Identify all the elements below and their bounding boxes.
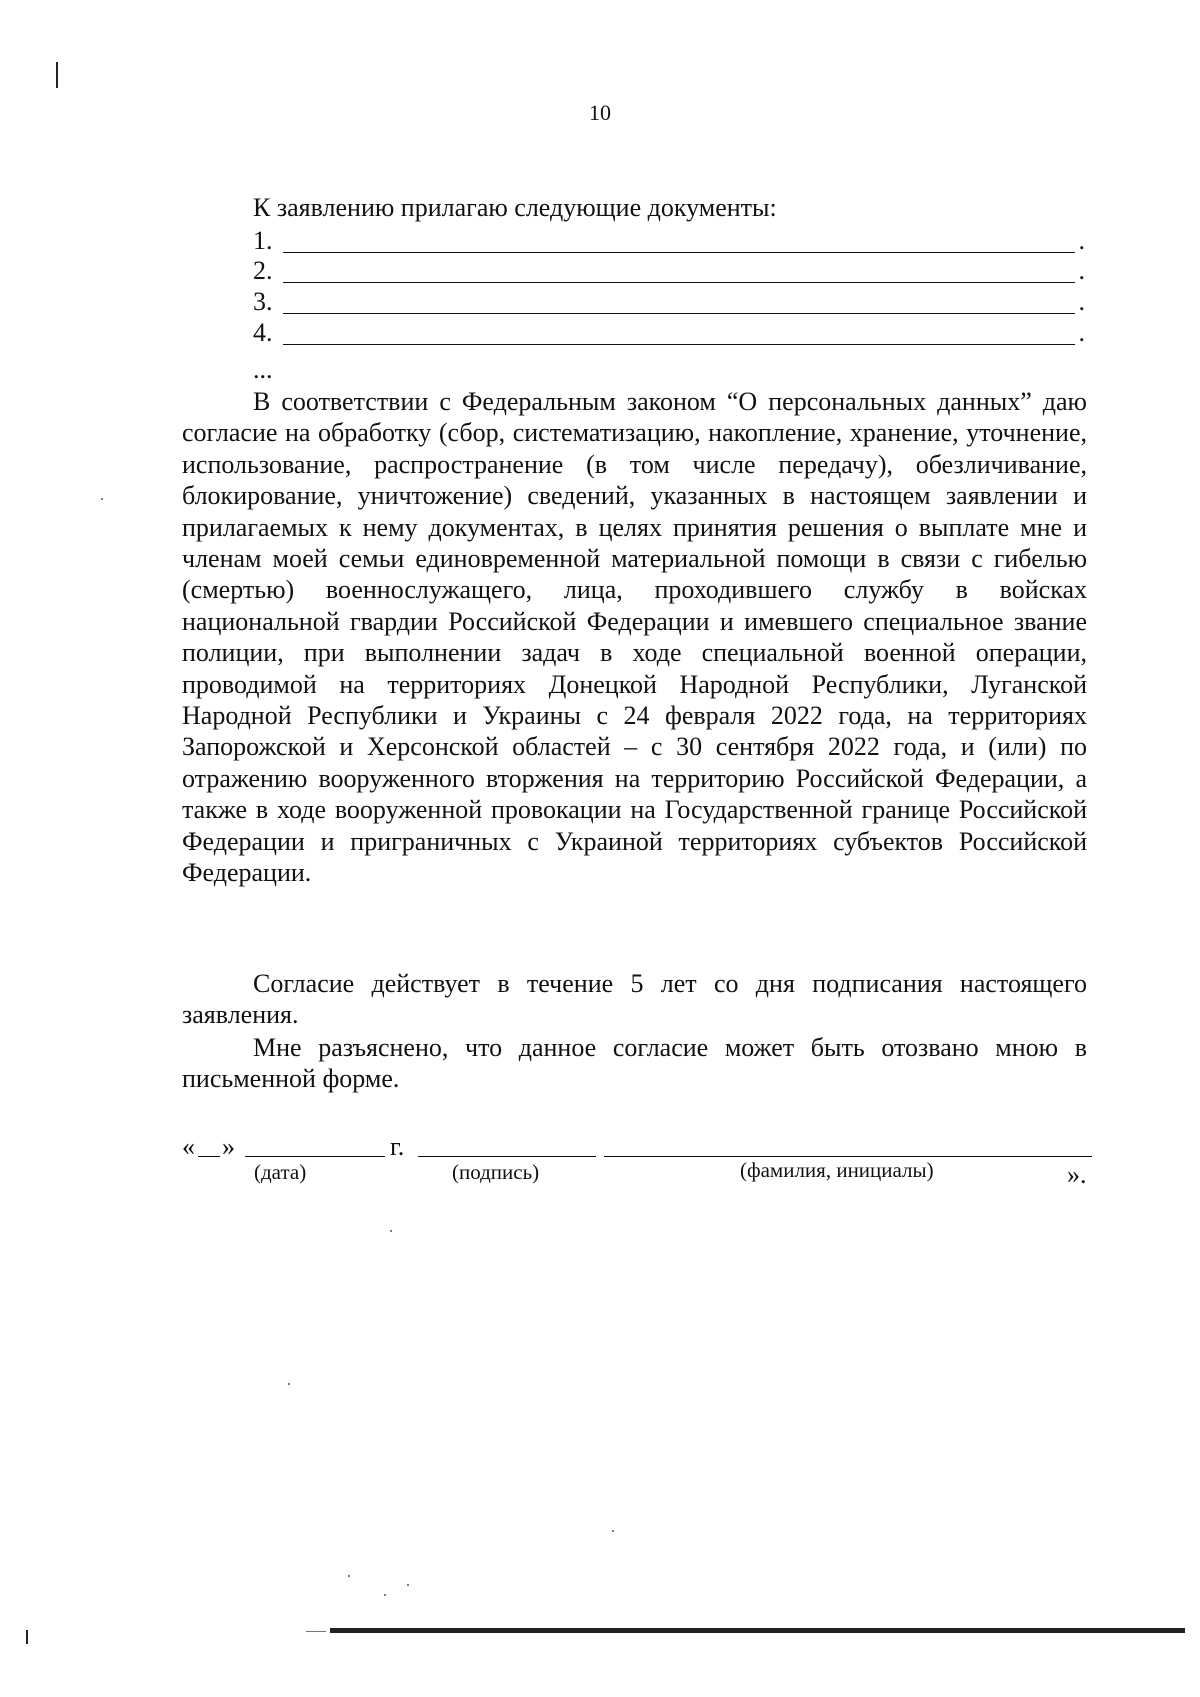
attachment-line-2 [253,256,1085,290]
attachment-blank [283,282,1075,283]
attachment-blank [283,313,1075,314]
attachment-line-4 [253,318,1085,352]
name-caption: (фамилия, инициалы) [740,1158,934,1182]
scan-edge-mark-top [56,62,58,88]
attachment-number: 3. [253,287,273,316]
date-caption: (дата) [254,1160,307,1184]
speck [407,1584,409,1586]
speck [288,1383,290,1385]
signature-caption: (подпись) [452,1160,540,1184]
month-blank [245,1156,385,1157]
attachments-intro: К заявлению прилагаю следующие документы: [253,193,777,222]
consent-revocation: Мне разъяснено, что данное согласие может быть отозвано мною в письменной форме. [182,1033,1087,1094]
attachment-blank [283,252,1075,253]
end-mark: ». [1067,1160,1087,1189]
consent-paragraph: В соответствии с Федеральным законом “О персональных данных” даю согласие на обработку (сбор, систематизацию, накопление, хранение, уточнение, использование, распространение (в том числе передачу), обезличивание, блокирование, уничтожение) сведений, указанных в настоящем заявлении и прилагаемых к нему документах, в целях принятия решения о выплате мне и членам моей семьи единовременной материальной помощи в связи с гибелью (смертью) военнослужащего, лица, проходившего службу в войсках национальной гвардии Российской Федерации и имевшего специальное звание полиции, при выполнении задач в ходе специальной военной операции, проводимой на территориях Донецкой Народной Республики, Луганской Народной Республики и Украины с 24 февраля 2022 года, на территориях Запорожской и Херсонской областей – с 30 сентября 2022 года, и (или) по отражению вооруженного вторжения на территорию Российской Федерации, а также в ходе вооруженной провокации на Государственной границе Российской Федерации и приграничных с Украиной территориях субъектов Российской Федерации. [182,387,1087,888]
page-number: 10 [589,100,611,125]
speck [390,1230,392,1232]
attachment-number: 1. [253,226,273,255]
attachments-ellipsis: ... [253,355,273,384]
attachment-line-1 [253,226,1085,260]
attachment-end-dot: . [1078,287,1085,316]
signature-blank [418,1156,596,1157]
scan-bottom-bar [330,1628,1185,1633]
speck [612,1530,614,1532]
attachment-end-dot: . [1078,226,1085,255]
day-blank [198,1156,220,1157]
consent-validity: Согласие действует в течение 5 лет со дня подписания настоящего заявления. [182,969,1087,1030]
speck [348,1575,350,1577]
attachment-end-dot: . [1078,256,1085,285]
speck [384,1594,386,1596]
date-close-quote: » [222,1132,235,1161]
speck [101,498,103,500]
attachment-number: 4. [253,318,273,347]
year-suffix: г. [390,1132,405,1161]
attachment-blank [283,344,1075,345]
attachment-line-3 [253,287,1085,321]
date-open-quote: « [182,1132,195,1161]
attachment-end-dot: . [1078,318,1085,347]
scan-edge-mark-bottom [26,1630,28,1644]
signature-block [182,1132,1092,1192]
attachment-number: 2. [253,256,273,285]
scan-bottom-bar-faint [306,1631,326,1632]
name-blank [604,1156,1092,1157]
